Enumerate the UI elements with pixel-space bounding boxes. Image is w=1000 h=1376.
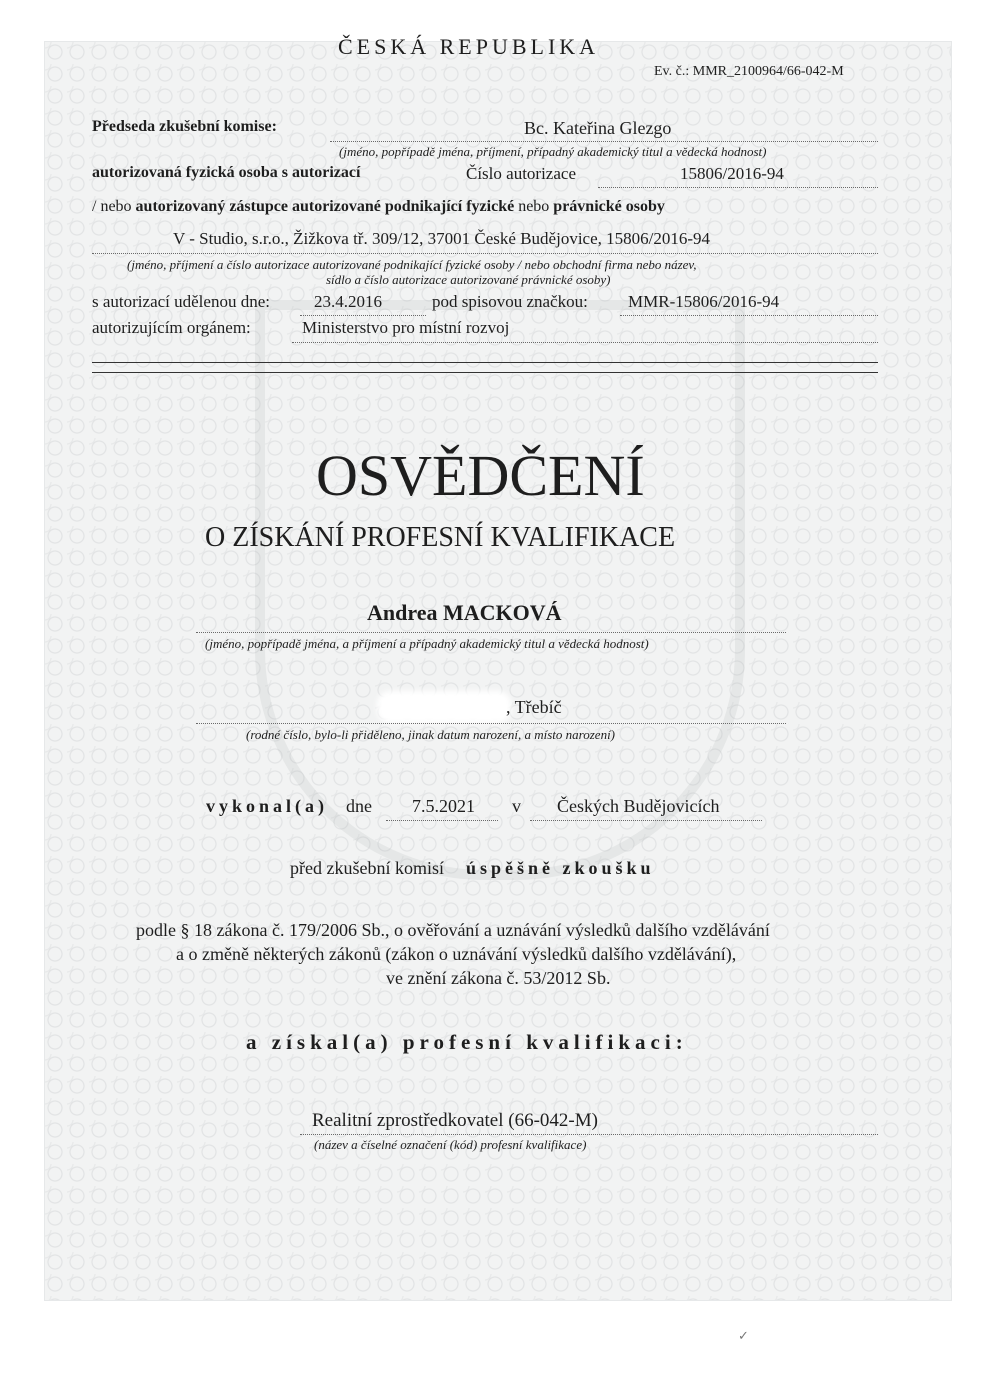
granted-label: s autorizací udělenou dne: [92, 292, 270, 311]
before-commission-text: před zkušební komisí [290, 858, 444, 878]
holder-dotline [196, 632, 786, 633]
chair-dotline [330, 141, 878, 142]
birth-place: , Třebíč [506, 697, 562, 717]
qualification-dotline [300, 1134, 878, 1135]
certificate-subtitle: O ZÍSKÁNÍ PROFESNÍ KVALIFIKACE [205, 522, 676, 553]
company-note-2: sídlo a číslo autorizace autorizované právnické osoby) [326, 272, 611, 287]
law-line-2: a o změně některých zákonů (zákon o uznávání výsledků dalšího vzdělávání), [176, 944, 737, 964]
representative-label: autorizovaný zástupce autorizované podnikající fyzické [135, 198, 515, 215]
authority-label: autorizujícím orgánem: [92, 318, 251, 337]
granted-date: 23.4.2016 [314, 292, 382, 311]
divider-bottom [92, 372, 878, 373]
authorization-dotline [598, 187, 878, 188]
success-text: úspěšně zkoušku [466, 858, 655, 878]
or-mid: nebo [518, 198, 550, 215]
holder-name: Andrea MACKOVÁ [367, 600, 562, 625]
authorized-representative-line [92, 198, 665, 216]
company-details: V - Studio, s.r.o., Žižkova tř. 309/12, 37001 České Budějovice, 15806/2016-94 [173, 229, 711, 248]
authority-dotline [292, 342, 878, 343]
or-prefix: / nebo [92, 198, 132, 215]
exam-date-dotline [386, 820, 498, 821]
authorized-person-label: autorizovaná fyzická osoba s autorizací [92, 164, 361, 181]
exam-place: Českých Budějovicích [557, 796, 720, 816]
law-line-1: podle § 18 zákona č. 179/2006 Sb., o ověřování a uznávání výsledků dalšího vzdělávání [136, 920, 770, 940]
passed-label: vykonal(a) [206, 796, 329, 816]
chair-label: Předseda zkušební komise: [92, 118, 277, 135]
authorization-number: 15806/2016-94 [680, 164, 784, 183]
date-prefix: dne [346, 796, 372, 816]
company-dotline [92, 253, 878, 254]
file-number-dotline [620, 315, 878, 316]
certificate-title: OSVĚDČENÍ [316, 443, 645, 508]
file-number-label: pod spisovou značkou: [432, 292, 588, 311]
legal-person-label: právnické osoby [553, 198, 665, 215]
exam-place-dotline [530, 820, 762, 821]
authority-name: Ministerstvo pro místní rozvoj [302, 318, 510, 337]
authorization-number-label: Číslo autorizace [466, 164, 576, 183]
holder-note: (jméno, popřípadě jména, a příjmení a případný akademický titul a vědecká hodnost) [205, 636, 649, 651]
company-note-1: (jméno, příjmení a číslo autorizace autorizované podnikající fyzické osoby / nebo obchodní firma nebo název, [127, 257, 697, 272]
divider-top [92, 362, 878, 363]
acquired-label: a získal(a) profesní kvalifikaci: [246, 1030, 688, 1054]
birth-note: (rodné číslo, bylo-li přiděleno, jinak datum narození, a místo narození) [246, 727, 616, 742]
state-emblem-watermark [255, 300, 745, 880]
law-line-3: ve znění zákona č. 53/2012 Sb. [386, 968, 611, 988]
qualification-note: (název a číselné označení (kód) profesní kvalifikace) [314, 1137, 587, 1152]
granted-dotline [300, 315, 426, 316]
file-number: MMR-15806/2016-94 [628, 292, 780, 311]
birth-dotline [196, 723, 786, 724]
chair-note: (jméno, popřípadě jména, příjmení, případný akademický titul a vědecká hodnost) [339, 144, 767, 159]
evidence-number: Ev. č.: MMR_2100964/66-042-M [654, 64, 844, 79]
country-heading: ČESKÁ REPUBLIKA [338, 34, 600, 59]
exam-date: 7.5.2021 [412, 796, 475, 816]
corner-mark: ✓ [738, 1328, 749, 1343]
chair-name: Bc. Kateřina Glezgo [524, 118, 672, 138]
redacted-birth-number [382, 696, 506, 718]
qualification-name: Realitní zprostředkovatel (66-042-M) [312, 1110, 598, 1131]
place-prefix: v [512, 796, 521, 816]
